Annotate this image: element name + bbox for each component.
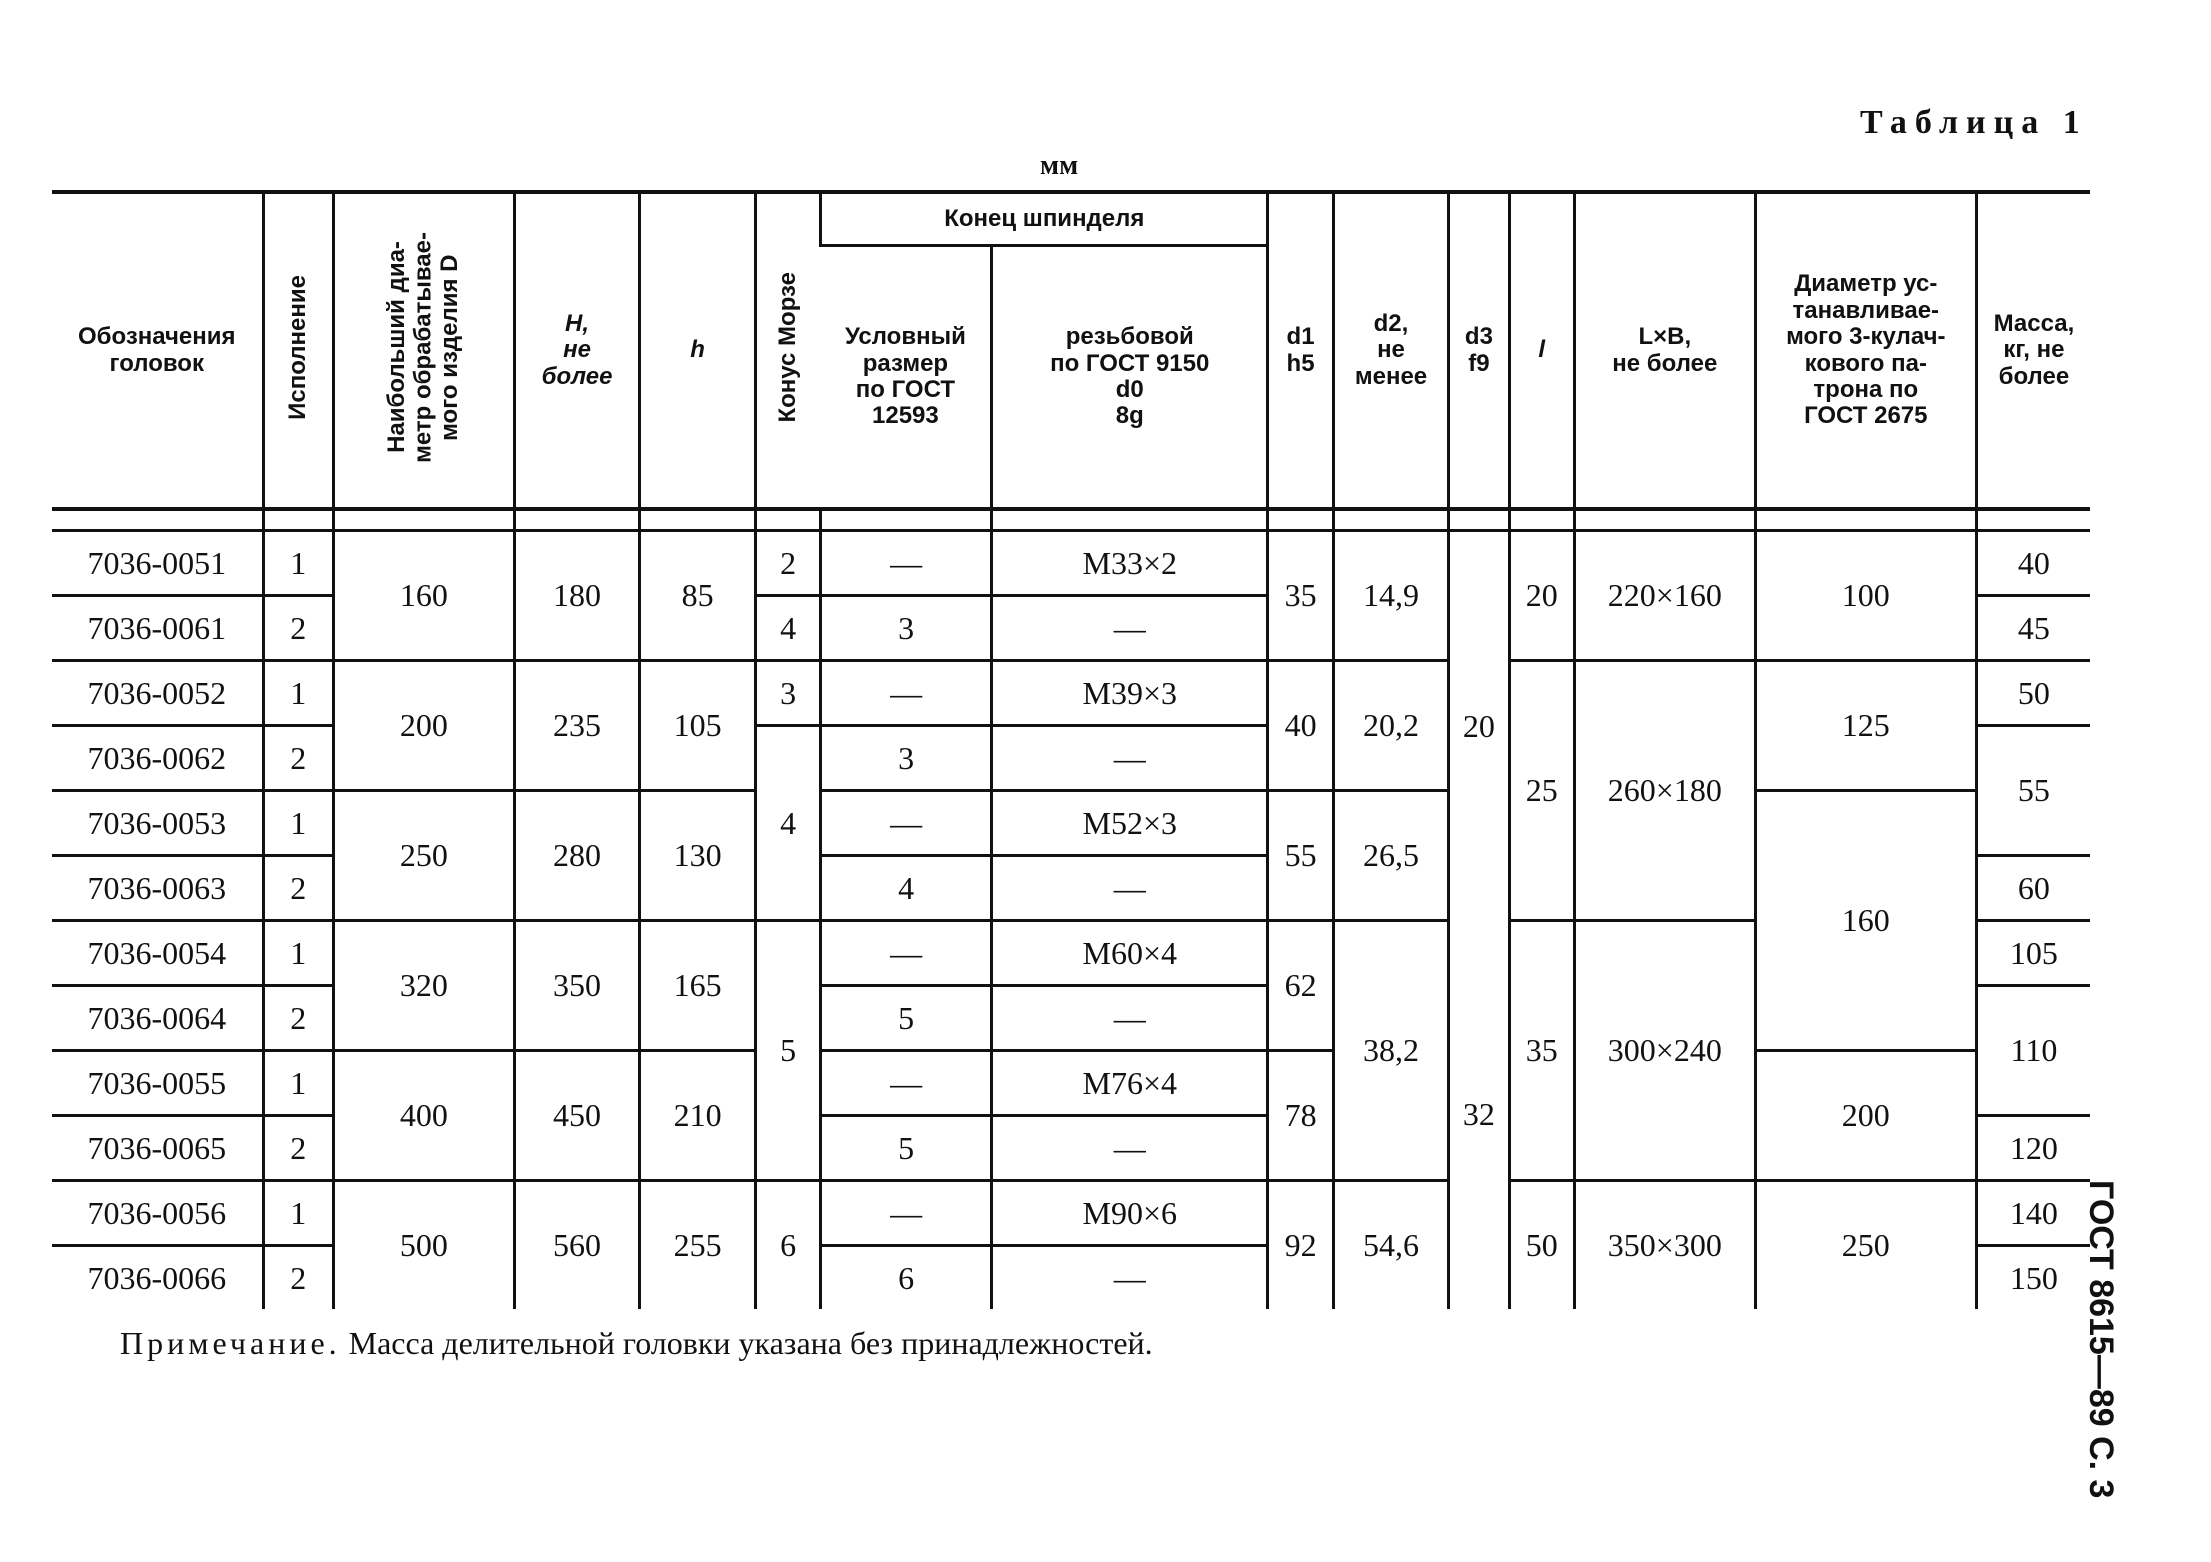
table-cell: 160 bbox=[1755, 791, 1976, 1051]
header-LB: L×B, не более bbox=[1574, 192, 1755, 509]
table-cell: 7036-0053 bbox=[52, 791, 263, 856]
table-cell: — bbox=[992, 1116, 1268, 1181]
table-cell: 1 bbox=[263, 921, 333, 986]
table-cell: 105 bbox=[640, 661, 756, 791]
table-cell: — bbox=[821, 1181, 992, 1246]
header-diam: Диаметр ус- танавливае- мого 3-кулач- кового па- трона по ГОСТ 2675 bbox=[1755, 192, 1976, 509]
table-cell: 110 bbox=[1976, 986, 2090, 1116]
table-cell: — bbox=[821, 921, 992, 986]
table-cell: 38,2 bbox=[1333, 921, 1449, 1181]
table-cell: 40 bbox=[1976, 531, 2090, 596]
table-cell: 450 bbox=[514, 1051, 640, 1181]
table-cell: 120 bbox=[1976, 1116, 2090, 1181]
table-cell: 14,9 bbox=[1333, 531, 1449, 661]
table-cell: M76×4 bbox=[992, 1051, 1268, 1116]
header-D: Наибольший диа- метр обрабатывае- мого изделия D bbox=[333, 192, 514, 509]
table-cell: M52×3 bbox=[992, 791, 1268, 856]
header-mass: Масса, кг, не более bbox=[1976, 192, 2090, 509]
table-cell: — bbox=[992, 596, 1268, 661]
header-h: h bbox=[640, 192, 756, 509]
header-d2: d2, не менее bbox=[1333, 192, 1449, 509]
table-cell: 165 bbox=[640, 921, 756, 1051]
table-cell: M90×6 bbox=[992, 1181, 1268, 1246]
table-cell: 7036-0055 bbox=[52, 1051, 263, 1116]
table-cell: 3 bbox=[755, 661, 820, 726]
table-cell: 250 bbox=[1755, 1181, 1976, 1310]
table-cell: — bbox=[821, 791, 992, 856]
table-cell: 4 bbox=[821, 856, 992, 921]
table-cell: 50 bbox=[1509, 1181, 1574, 1310]
table-cell: — bbox=[821, 661, 992, 726]
table-cell: 220×160 bbox=[1574, 531, 1755, 661]
table-cell: 78 bbox=[1268, 1051, 1333, 1181]
table-cell: 7036-0062 bbox=[52, 726, 263, 791]
header-konec: Конец шпинделя bbox=[821, 192, 1268, 246]
table-cell: — bbox=[821, 531, 992, 596]
header-konus: Конус Морзе bbox=[755, 192, 820, 509]
table-cell: 20,2 bbox=[1333, 661, 1449, 791]
table-cell: 180 bbox=[514, 531, 640, 661]
table-cell: 7036-0061 bbox=[52, 596, 263, 661]
table-cell: 140 bbox=[1976, 1181, 2090, 1246]
table-cell: 2 bbox=[263, 1246, 333, 1310]
table-cell: 20 bbox=[1449, 531, 1509, 921]
table-cell: 35 bbox=[1268, 531, 1333, 661]
table-cell: 255 bbox=[640, 1181, 756, 1310]
table-title: Таблица 1 bbox=[1860, 104, 2088, 141]
table-cell: 26,5 bbox=[1333, 791, 1449, 921]
table-cell: 45 bbox=[1976, 596, 2090, 661]
table-cell: 6 bbox=[755, 1181, 820, 1310]
table-cell: 1 bbox=[263, 531, 333, 596]
table-cell: 105 bbox=[1976, 921, 2090, 986]
table-cell: M39×3 bbox=[992, 661, 1268, 726]
table-cell: — bbox=[821, 1051, 992, 1116]
table-cell: 1 bbox=[263, 661, 333, 726]
table-cell: 2 bbox=[755, 531, 820, 596]
table-cell: 50 bbox=[1976, 661, 2090, 726]
table-cell: 6 bbox=[821, 1246, 992, 1310]
table-row bbox=[52, 791, 2090, 856]
table-row bbox=[52, 661, 2090, 726]
table-cell: 4 bbox=[755, 596, 820, 661]
table-cell: 55 bbox=[1268, 791, 1333, 921]
header-oboz: Обозначения головок bbox=[77, 323, 236, 377]
table-cell: 5 bbox=[821, 986, 992, 1051]
header-rezb: резьбовой по ГОСТ 9150 d0 8g bbox=[992, 246, 1268, 510]
header-d3: d3 f9 bbox=[1449, 192, 1509, 509]
table-cell: 4 bbox=[755, 726, 820, 921]
table-cell: 2 bbox=[263, 986, 333, 1051]
table-cell: 92 bbox=[1268, 1181, 1333, 1310]
table-cell: 1 bbox=[263, 1051, 333, 1116]
table-cell: 2 bbox=[263, 1116, 333, 1181]
table-cell: 20 bbox=[1509, 531, 1574, 661]
table-row bbox=[52, 1051, 2090, 1116]
standard-page-label: ГОСТ 8615—89 С. 3 bbox=[2082, 1180, 2120, 1499]
table-cell: 7036-0065 bbox=[52, 1116, 263, 1181]
table-cell: 85 bbox=[640, 531, 756, 661]
table-cell: 54,6 bbox=[1333, 1181, 1449, 1310]
table-cell: 280 bbox=[514, 791, 640, 921]
table-cell: 130 bbox=[640, 791, 756, 921]
table-cell: 7036-0063 bbox=[52, 856, 263, 921]
note-lead: Примечание. bbox=[120, 1325, 341, 1361]
header-isp: Исполнение bbox=[263, 192, 333, 509]
table-cell: 3 bbox=[821, 726, 992, 791]
table-cell: 32 bbox=[1449, 921, 1509, 1310]
table-row bbox=[52, 1181, 2090, 1246]
table-cell: 150 bbox=[1976, 1246, 2090, 1310]
table-cell: 1 bbox=[263, 1181, 333, 1246]
table-note bbox=[120, 1325, 1153, 1362]
table-cell: 7036-0066 bbox=[87, 1259, 227, 1296]
note-text: Масса делительной головки указана без принадлежностей. bbox=[340, 1325, 1153, 1361]
table-cell: 2 bbox=[263, 726, 333, 791]
table-cell: 260×180 bbox=[1574, 661, 1755, 921]
table-cell: 350 bbox=[514, 921, 640, 1051]
table-cell: 1 bbox=[263, 791, 333, 856]
table-cell: 160 bbox=[333, 531, 514, 661]
table-cell: M33×2 bbox=[992, 531, 1268, 596]
table-cell: M60×4 bbox=[992, 921, 1268, 986]
table-cell: 7036-0051 bbox=[52, 531, 263, 596]
units-label: мм bbox=[1040, 150, 1079, 181]
header-l: l bbox=[1509, 192, 1574, 509]
table-cell: — bbox=[992, 986, 1268, 1051]
table-cell: 500 bbox=[333, 1181, 514, 1310]
table-cell: 5 bbox=[755, 921, 820, 1181]
table-cell: 5 bbox=[821, 1116, 992, 1181]
table-cell: 300×240 bbox=[1574, 921, 1755, 1181]
table-cell: 62 bbox=[1268, 921, 1333, 1051]
table-cell: 400 bbox=[333, 1051, 514, 1181]
table-cell: 7036-0054 bbox=[52, 921, 263, 986]
table-cell: 250 bbox=[333, 791, 514, 921]
header-uslov: Условный размер по ГОСТ 12593 bbox=[844, 323, 966, 430]
table-cell: 200 bbox=[333, 661, 514, 791]
table-cell: 200 bbox=[1755, 1051, 1976, 1181]
table-cell: 210 bbox=[640, 1051, 756, 1181]
table-cell: 7036-0052 bbox=[52, 661, 263, 726]
table-cell: 320 bbox=[333, 921, 514, 1051]
spec-table bbox=[52, 190, 2090, 1309]
table-cell: 40 bbox=[1268, 661, 1333, 791]
table-cell: 235 bbox=[514, 661, 640, 791]
table-cell: 350×300 bbox=[1574, 1181, 1755, 1310]
table-cell: 3 bbox=[821, 596, 992, 661]
table-cell: 560 bbox=[514, 1181, 640, 1310]
header-H: H, не более bbox=[514, 192, 640, 509]
table-cell: 7036-0056 bbox=[52, 1181, 263, 1246]
table-cell: 60 bbox=[1976, 856, 2090, 921]
table-cell: — bbox=[992, 726, 1268, 791]
table-cell: — bbox=[992, 1246, 1268, 1310]
table-cell: — bbox=[992, 856, 1268, 921]
table-cell: 2 bbox=[263, 856, 333, 921]
table-cell: 125 bbox=[1755, 661, 1976, 791]
table-cell: 7036-0064 bbox=[52, 986, 263, 1051]
table-cell: 2 bbox=[263, 596, 333, 661]
table-cell: 100 bbox=[1755, 531, 1976, 661]
table-cell: 35 bbox=[1509, 921, 1574, 1181]
table-cell: 25 bbox=[1509, 661, 1574, 921]
table-cell: 55 bbox=[1976, 726, 2090, 856]
table-row bbox=[52, 531, 2090, 596]
header-d1: d1 h5 bbox=[1268, 192, 1333, 509]
